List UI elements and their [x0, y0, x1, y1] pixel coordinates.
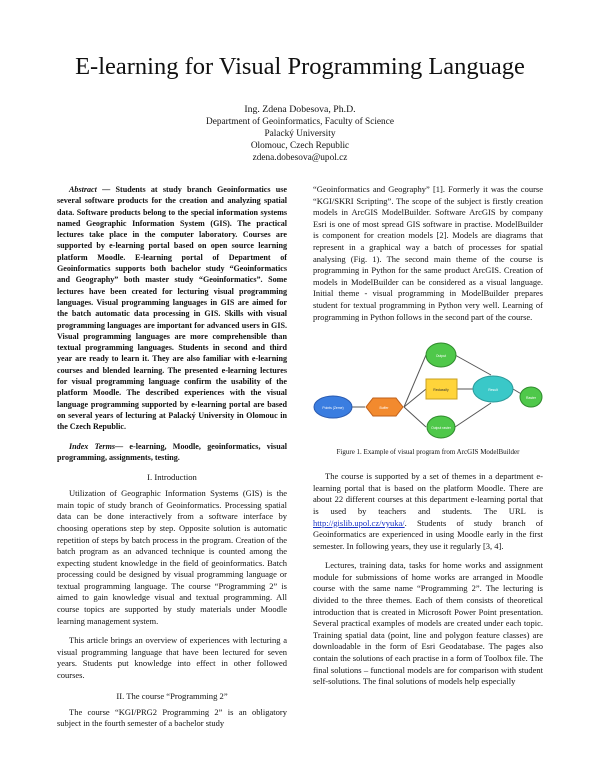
- right-paragraph-1: “Geoinformatics and Geography” [1]. Formerly it was the course “KGI/SKRI Scripting”. The scope of the subject is firstly creation models in ArcGIS ModelBuilder. Software ArcGIS by company Esri is one of most spread GIS software in practise. ModelBuilder is component for creation models [2]. Models are diagrams that represent in a graphical way a batch of processes for spatial analysing (Fig. 1). The second main theme of the course is programming in Python for the same product ArcGIS. Creation of models in ModelBuilder can be considered as a visual language. Initial theme - visual programming in ModelBuilder prepares student for textual programming in Python very well. Learning of programming in Python follows in the second part of the course.: [313, 184, 543, 322]
- index-terms: [57, 441, 287, 464]
- node-label: Reclassify: [433, 388, 449, 393]
- figure-model-diagram: [313, 335, 543, 443]
- right-paragraph-3: Lectures, training data, tasks for home works and assignment module for submissions of home works are arranged in Moodle course with the same name “Programming 2”. The lecturing is divided to the three themes. Each of them consists of theoretical introduction that is created in Microsoft Power Point presentation. Several practical examples of models are created under each topic. Training spatial data (point, line and polygon feature classes) are downloadable in the form of Esri Geodatabase. The pages also contain the solutions of each practise in a form of Toolbox file. The final solutions – functional models are for comparison with student self-solutions. The final solutions of models help especially: [313, 560, 543, 687]
- course-paragraph-1: The course “KGI/PRG2 Programming 2” is an obligatory subject in the fourth semester of a bachelor study: [57, 706, 287, 729]
- abstract: [57, 184, 287, 433]
- node-label: Output: [435, 354, 447, 359]
- figure-caption: Figure 1. Example of visual program from ArcGIS ModelBuilder: [336, 448, 520, 457]
- author-university: Palacký University: [264, 129, 336, 139]
- node-label: Buffer: [379, 406, 389, 411]
- intro-paragraph-1: Utilization of Geographic Information Systems (GIS) is the main topic of study branch of Geoinformatics. Processing spatial data can be done interactively from a software interface by choosing operations step by step. Opposite solution is automatic repetition of steps by batch process in the program. Creation of the batch program as an advanced technique is counted among the expecting student knowledge in the field of geoinformatics. Batch processing could be designed by visual programming language or textual programming language. The course “Programming 2” is aimed to gain knowledge visual and textual programming. All course topics are supported by study materials under Moodle learning management system.: [57, 488, 287, 626]
- right-column: [313, 184, 543, 688]
- right-paragraph-2: [313, 471, 543, 552]
- author-block: [0, 103, 600, 164]
- connector: [455, 403, 491, 427]
- intro-paragraph-2: This article brings an overview of experiences with lecturing a visual programming language that have been lectured for seven years. Students put knowledge into effect in other followed courses.: [57, 635, 287, 681]
- node-label: Result: [488, 388, 498, 393]
- section-heading-course: II. The course “Programming 2”: [116, 690, 228, 701]
- connector: [404, 355, 426, 407]
- abstract-label: Abstract: [69, 185, 97, 194]
- index-terms-label: Index Terms: [69, 441, 116, 451]
- connector: [455, 355, 491, 375]
- model-diagram: [313, 335, 543, 443]
- course-url-link[interactable]: http://gislib.upol.cz/vyuka/: [313, 517, 405, 528]
- author-affiliation: Department of Geoinformatics, Faculty of Science: [206, 117, 394, 127]
- node-label: Raster: [526, 396, 536, 401]
- node-label: Points (Zeme): [322, 406, 344, 411]
- author-name: Ing. Zdena Dobesova, Ph.D.: [244, 104, 356, 115]
- abstract-text: — Students at study branch Geoinformatics use several software products for the creation and analyzing spatial data. Software products belong to the special information systems named Geographic Information System (GIS). The practical lectures take place in the computer laboratory. Courses are supported by e-learning portal based on open source learning platform Moodle. E-learning portal of Department of Geoinformatics supports both bachelor study “Geoinformatics and Geography” both master study “Geoinformatics”. Some lectures have been created for lecturing visual programming languages. Visual programming languages in GIS are aimed for the batch automatic data processing in GIS. Skills with visual programming languages are important for advanced users in GIS. Visual programming languages are more comprehensible than textual programming languages. Students in second and third year are ready to learn it. They are also familiar with e-learning courses and blended learning. The presented e-learning lectures for visual programming language confirm the usability of the platform Moodle. The described experiences with the visual language programming supported by e-learning portal are based on several years of lecturing at Palacký University in Olomouc in the Czech Republic.: [57, 185, 288, 432]
- left-column: [57, 184, 287, 730]
- index-terms-text: — e-learning, Moodle, geoinformatics, visual programming, assignments, testing.: [57, 441, 288, 462]
- node-label: Output raster: [431, 426, 451, 431]
- paragraph-text: The course is supported by a set of themes in a department e-learning portal that is based on the platform Moodle. There are about 22 different courses at this department e-learning portal that is used by teachers and students. The URL is: [313, 471, 543, 516]
- paper-title: E-learning for Visual Programming Language: [75, 53, 525, 80]
- connector: [404, 407, 426, 427]
- author-email: zdena.dobesova@upol.cz: [252, 153, 348, 163]
- paragraph-text: . Students of study branch of Geoinformatics are experienced in using Moodle early in the first semester. In following years, they use it regularly [3, 4].: [313, 517, 543, 551]
- author-location: Olomouc, Czech Republic: [250, 141, 350, 151]
- section-heading-introduction: I. Introduction: [147, 472, 197, 483]
